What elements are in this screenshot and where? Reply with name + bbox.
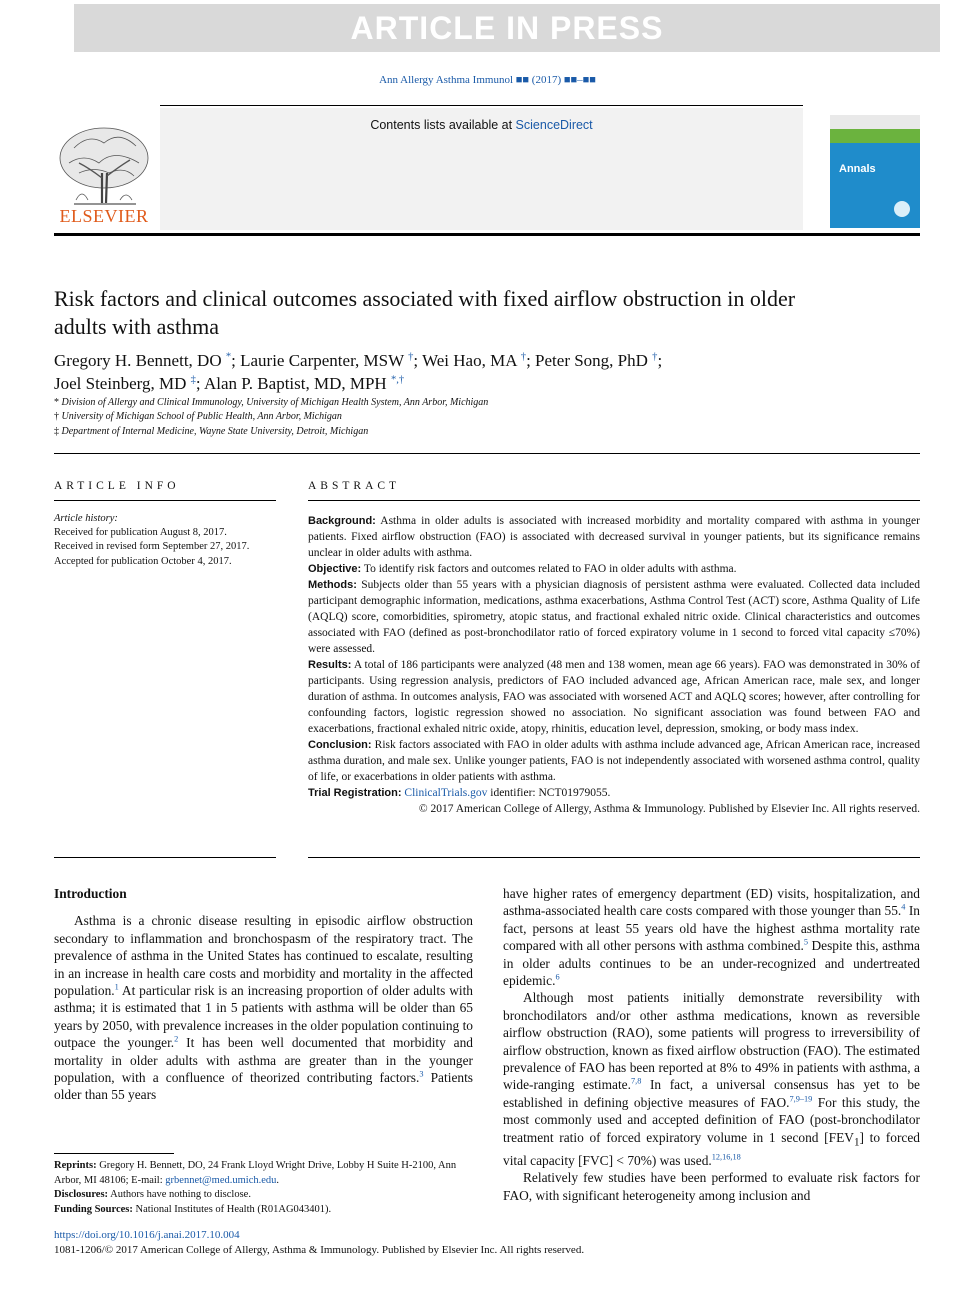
funding-text: National Institutes of Health (R01AG043401). xyxy=(132,1203,332,1215)
author-name[interactable]: Wei Hao, MA xyxy=(422,351,521,370)
funding-note xyxy=(54,1203,473,1218)
cover-green-band xyxy=(830,129,920,143)
abstract-methods xyxy=(308,577,920,657)
cover-title: Annals xyxy=(839,163,876,175)
article-info-bottom-rule xyxy=(54,857,276,858)
affiliation-text: Department of Internal Medicine, Wayne State University, Detroit, Michigan xyxy=(61,426,369,437)
citation-link[interactable]: 7,9–19 xyxy=(789,1094,813,1104)
history-received: Received for publication August 8, 2017. xyxy=(54,527,227,539)
masthead-bottom-rule xyxy=(54,233,920,236)
email-link[interactable]: grbennet@med.umich.edu xyxy=(165,1174,277,1186)
author-mark[interactable]: * xyxy=(225,351,232,363)
affiliation xyxy=(54,410,814,424)
methods-text: Subjects older than 55 years with a physician diagnosis of persistent asthma were evaluated. Collected data included participant demographic information, medications, asthma exacerbations, Asthma Control Test (ACT) score, Asthma Quality of Life (AQLQ) score, comorbidities, spirometry, atopic status, and fractional exhaled nitric oxide. Clinical characteristics and outcomes associated with FAO (defined as post-bronchodilator ratio of forced expiratory volume in 1 second to forced vital capacity ≤70%) were assessed. xyxy=(308,579,920,655)
author-mark[interactable]: † xyxy=(652,351,658,363)
affiliation xyxy=(54,425,814,439)
banner-text: ARTICLE IN PRESS xyxy=(350,10,664,46)
affiliation-mark: * xyxy=(54,397,59,408)
abstract-background xyxy=(308,513,920,561)
text-run: Despite this, asthma in older adults continues to be an under-recognized and undertreated epidemic. xyxy=(503,938,920,989)
text-run: . xyxy=(276,1174,280,1186)
disclosures-text: Authors have nothing to disclose. xyxy=(108,1189,251,1200)
author-separator: ; xyxy=(526,351,536,370)
text-run: Patients older than 55 years xyxy=(54,1070,474,1103)
contents-line xyxy=(160,118,803,132)
text-run: It has been well documented that morbidity and mortality in older adults with asthma are greater than in the younger population, with a confluence of theorized contributing factors. xyxy=(54,1035,473,1086)
history-accepted: Accepted for publication October 4, 2017. xyxy=(54,555,232,567)
article-title: Risk factors and clinical outcomes associated with fixed airflow obstruction in older adults with asthma xyxy=(54,286,796,339)
affiliation-text: University of Michigan School of Public Health, Ann Arbor, Michigan xyxy=(61,411,342,422)
author-list xyxy=(54,349,814,395)
fev-subscript: 1 xyxy=(853,1136,860,1149)
sciencedirect-link[interactable]: ScienceDirect xyxy=(515,118,593,132)
citation-link[interactable]: 2 xyxy=(174,1034,179,1044)
conclusion-text: Risk factors associated with FAO in older adults with asthma include advanced age, African American race, increased asthma duration, and male sex. Unlike younger patients, FAO is not independently associated with worsened asthma control, quality of life, or exacerbations in older patients with asthma. xyxy=(308,739,920,783)
cover-top-band xyxy=(830,115,920,129)
text-run: Asthma is a chronic disease resulting in episodic airflow obstruction secondary to inflammation and bronchospasm of the respiratory tract. The prevalence of asthma in the United States has continued to escalate, resulting in an increase in health care costs and morbidity and mortality in the affected population. xyxy=(54,913,473,999)
fao-paragraph xyxy=(503,989,920,1169)
objective-label: Objective: xyxy=(308,563,362,575)
article-history xyxy=(54,512,276,569)
disclosures-note xyxy=(54,1188,473,1203)
abstract-objective xyxy=(308,561,920,577)
citation-link[interactable]: 12,16,18 xyxy=(711,1152,741,1162)
clinicaltrials-link[interactable]: ClinicalTrials.gov xyxy=(404,787,488,799)
abstract-trial-registration xyxy=(308,785,920,801)
author-name[interactable]: Gregory H. Bennett, DO xyxy=(54,351,226,370)
doi-link[interactable]: https://doi.org/10.1016/j.anai.2017.10.004 xyxy=(54,1229,240,1241)
issn-copyright: 1081-1206/© 2017 American College of Allergy, Asthma & Immunology. Published by Elsevier Inc. All rights reserved. xyxy=(54,1244,585,1256)
citation-link[interactable]: 3 xyxy=(419,1069,424,1079)
author-mark[interactable]: † xyxy=(408,351,414,363)
results-text: A total of 186 participants were analyzed (48 men and 138 women, mean age 66 years). FAO was demonstrated in 30% of participants. Using regression analysis, predictors of FAO included advanced age, African American race, male sex, and longer duration of asthma. In outcomes analysis, FAO was associated with worsened ACT and AQLQ scores; however, after controlling for confounding factors, logistic regression showed no association. No significant association was found between FAO and exacerbations, fractional exhaled nitric oxide, atopy, rhinitis, education level, depression, smoking, or body mass index. xyxy=(308,659,920,735)
trial-identifier: identifier: NCT01979055. xyxy=(487,787,611,799)
author-line-1 xyxy=(54,349,814,372)
text-run: ] to forced vital capacity [FVC] < 70%) was used. xyxy=(503,1129,920,1168)
abstract-conclusion xyxy=(308,737,920,785)
background-text: Asthma in older adults is associated with increased morbidity and mortality compared with asthma in younger patients. Fixed airflow obstruction (FAO) is associated with decreased survival in younger patients, but its significance remains unclear in older adults with asthma. xyxy=(308,515,920,559)
abstract-results xyxy=(308,657,920,737)
author-separator: ; xyxy=(413,351,423,370)
author-separator: ; xyxy=(195,374,204,393)
introduction-heading: Introduction xyxy=(54,886,127,901)
text-run: have higher rates of emergency department (ED) visits, hospitalization, and asthma-associated health care costs compared with those younger than 55. xyxy=(503,886,920,919)
text-run: Although most patients initially demonstrate reversibility with bronchodilators and/or other asthma medications, known as reversible airflow obstruction (RAO), some patients will progress to irreversibility of airflow obstruction, known as fixed airflow obstruction (FAO). The estimated prevalence of FAO has been reported at 8% to 49% in patients with asthma, a wide-ranging estimate. xyxy=(503,990,920,1093)
citation-link[interactable]: 6 xyxy=(555,972,560,982)
history-revised: Received in revised form September 27, 2017. xyxy=(54,541,250,553)
intro-paragraph-continued xyxy=(503,885,920,989)
affiliation-mark: † xyxy=(54,411,59,422)
footnote-rule xyxy=(54,1153,174,1154)
reprints-text: Gregory H. Bennett, DO, 24 Frank Lloyd Wright Drive, Lobby H Suite H-2100, Ann Arbor, MI 48106; E-mail: xyxy=(54,1160,457,1186)
abstract-rule xyxy=(308,500,920,501)
citation-link[interactable]: 7,8 xyxy=(630,1077,642,1086)
author-name[interactable]: Joel Steinberg, MD xyxy=(54,374,191,393)
contents-prefix: Contents lists available at xyxy=(370,118,516,132)
body-left-column xyxy=(54,885,473,1104)
disclosures-label: Disclosures: xyxy=(54,1189,109,1200)
text-run: In fact, a universal consensus has yet to be established in defining objective measures of FAO. xyxy=(503,1077,920,1110)
objective-text: To identify risk factors and outcomes related to FAO in older adults with asthma. xyxy=(363,563,737,575)
background-label: Background: xyxy=(308,515,376,527)
author-separator: ; xyxy=(231,351,241,370)
article-info-heading: ARTICLE INFO xyxy=(54,480,180,492)
citation-link[interactable]: 5 xyxy=(803,937,808,947)
text-run: For this study, the most commonly used and accepted definition of FAO (post-bronchodilator treatment ratio of forced expiratory volume in 1 second [FEV xyxy=(503,1094,920,1145)
body-right-column xyxy=(503,885,920,1204)
methods-label: Methods: xyxy=(308,579,357,591)
author-mark[interactable]: † xyxy=(520,351,527,363)
citation-link[interactable]: 4 xyxy=(901,902,906,912)
author-line-2 xyxy=(54,372,814,395)
author-mark[interactable]: *,† xyxy=(390,374,405,386)
text-run: At particular risk is an increasing proportion of older adults with asthma; it is estimated that 1 in 5 patients with asthma will be older than 65 years by 2050, with prevalence increases in the older population continuing to outpace the younger. xyxy=(54,983,473,1051)
journal-cover-thumbnail[interactable] xyxy=(830,115,920,228)
author-name[interactable]: Peter Song, PhD xyxy=(535,351,653,370)
text-run: In fact, persons at least 55 years old have the highest asthma mortality rate compared with all other persons with asthma combined. xyxy=(503,903,920,954)
history-label: Article history: xyxy=(54,513,118,524)
affiliation-text: Division of Allergy and Clinical Immunology, University of Michigan Health System, Ann Arbor, Michigan xyxy=(61,397,489,408)
author-separator: ; xyxy=(657,351,663,370)
trial-label: Trial Registration: xyxy=(308,787,402,799)
author-name[interactable]: Laurie Carpenter, MSW xyxy=(240,351,409,370)
results-label: Results: xyxy=(308,659,352,671)
affiliation xyxy=(54,396,814,410)
reprints-label: Reprints: xyxy=(54,1160,97,1171)
abstract-bottom-rule xyxy=(308,857,920,858)
author-mark[interactable]: ‡ xyxy=(190,374,196,386)
conclusion-label: Conclusion: xyxy=(308,739,372,751)
abstract-heading: ABSTRACT xyxy=(308,480,401,492)
header-divider xyxy=(160,105,803,106)
journal-reference-link[interactable]: Ann Allergy Asthma Immunol ■■ (2017) ■■–■■ xyxy=(379,74,596,86)
cover-badge-icon xyxy=(894,201,910,217)
intro-paragraph xyxy=(54,912,473,1103)
affiliation-divider xyxy=(54,453,920,454)
footnotes xyxy=(54,1159,473,1217)
article-info-rule xyxy=(54,500,276,501)
article-in-press-banner xyxy=(74,4,940,52)
affiliation-mark: ‡ xyxy=(54,426,59,437)
abstract-copyright: © 2017 American College of Allergy, Asthma & Immunology. Published by Elsevier Inc. All rights reserved. xyxy=(418,803,920,815)
abstract-body xyxy=(308,513,920,817)
reprints-note xyxy=(54,1159,473,1188)
citation-link[interactable]: 1 xyxy=(114,982,119,992)
risk-factors-paragraph: Relatively few studies have been performed to evaluate risk factors for FAO, with significant heterogeneity among inclusion and xyxy=(503,1170,920,1203)
funding-label: Funding Sources: xyxy=(54,1203,133,1215)
elsevier-wordmark[interactable]: ELSEVIER xyxy=(59,206,149,226)
author-name[interactable]: Alan P. Baptist, MD, MPH xyxy=(203,374,391,393)
